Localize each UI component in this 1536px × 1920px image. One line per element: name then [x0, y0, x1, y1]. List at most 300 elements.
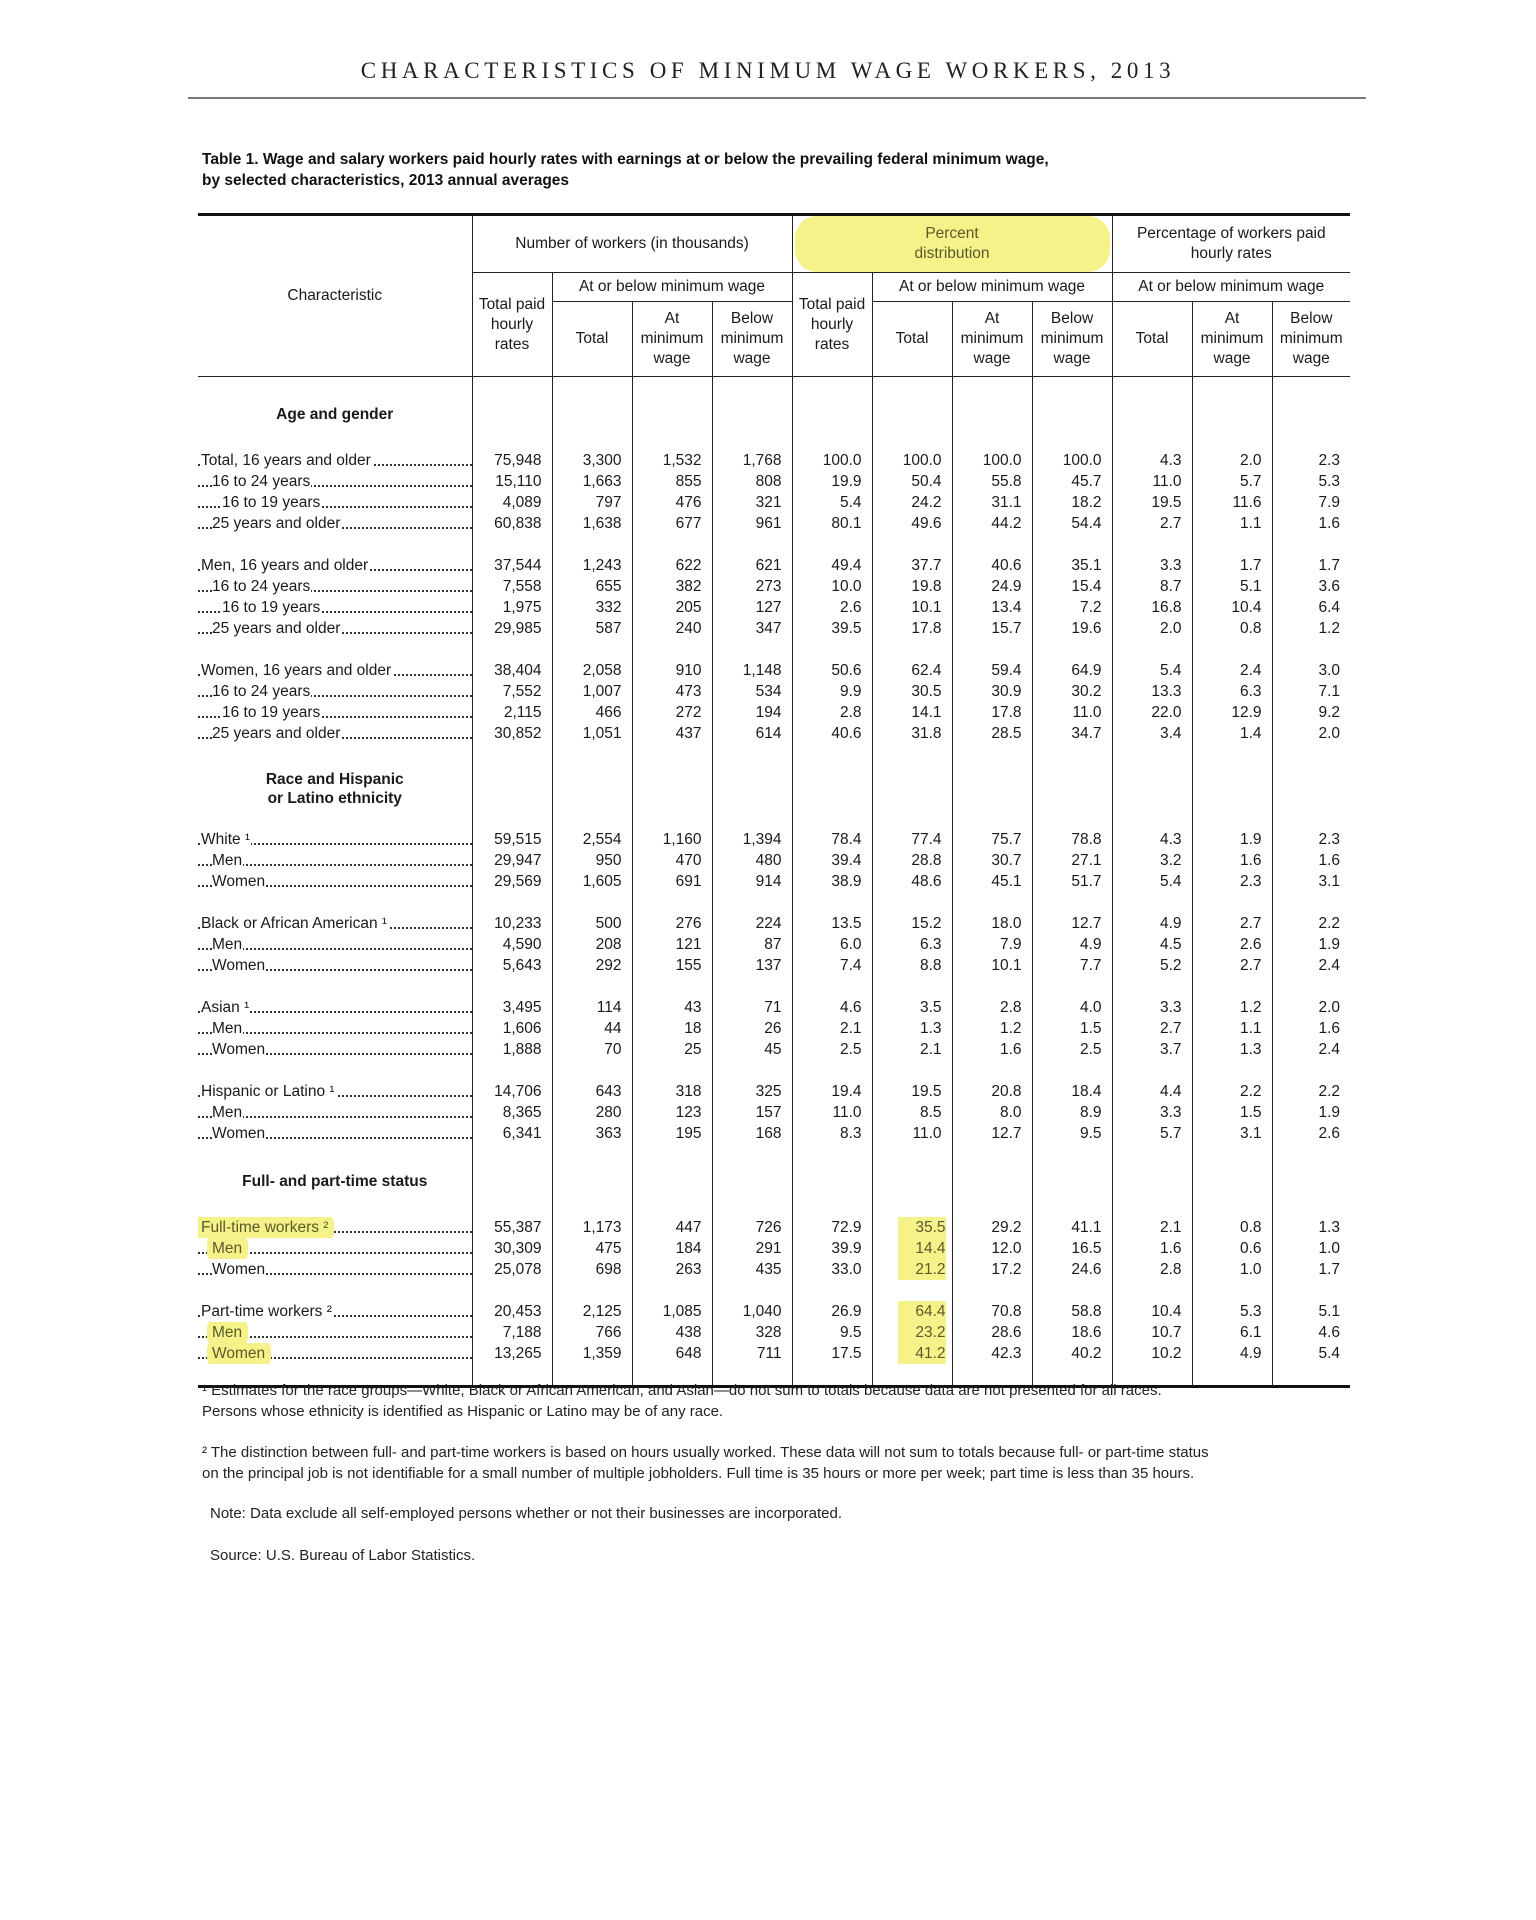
row-label-text: Women, 16 years and older [201, 662, 392, 679]
cell-value: 7.4 [792, 955, 872, 976]
spacer-cell [552, 399, 632, 429]
cell-value: 31.1 [952, 492, 1032, 513]
spacer-cell [1112, 744, 1192, 766]
cell-value: 466 [552, 702, 632, 723]
row-label [198, 492, 472, 513]
spacer-cell [792, 808, 872, 829]
table-row [198, 871, 1350, 892]
cell-value: 17.8 [872, 618, 952, 639]
cell-value: 49.6 [872, 513, 952, 534]
cell-value: 5.2 [1112, 955, 1192, 976]
spacer-cell [632, 1280, 712, 1301]
spacer-cell [872, 1280, 952, 1301]
spacer-row [198, 976, 1350, 997]
cell-value: 17.8 [952, 702, 1032, 723]
cell-value: 24.6 [1032, 1259, 1112, 1280]
row-label [198, 681, 472, 702]
spacer-cell [1272, 534, 1350, 555]
spacer-cell [1112, 976, 1192, 997]
cell-value: 711 [712, 1343, 792, 1364]
spacer-cell [198, 1060, 472, 1081]
spacer-cell [1032, 1280, 1112, 1301]
row-label-text: Total, 16 years and older [201, 452, 371, 469]
spacer-cell [1112, 1144, 1192, 1166]
cell-value: 1.7 [1272, 555, 1350, 576]
spacer-row [198, 429, 1350, 450]
cell-value: 6.1 [1192, 1322, 1272, 1343]
cell-value: 20.8 [952, 1081, 1032, 1102]
cell-value: 10.4 [1112, 1301, 1192, 1322]
cell-value: 808 [712, 471, 792, 492]
spacer-cell [792, 429, 872, 450]
row-label [198, 1018, 472, 1039]
cell-value: 797 [552, 492, 632, 513]
spacer-cell [552, 1060, 632, 1081]
cell-value: 7.1 [1272, 681, 1350, 702]
spacer-cell [1272, 639, 1350, 660]
cell-value: 12.0 [952, 1238, 1032, 1259]
table-row [198, 555, 1350, 576]
spacer-cell [952, 1060, 1032, 1081]
cell-value: 59,515 [472, 829, 552, 850]
row-label [198, 723, 472, 744]
cell-value: 45.7 [1032, 471, 1112, 492]
cell-value: 30.9 [952, 681, 1032, 702]
spacer-cell [952, 399, 1032, 429]
cell-value: 1.7 [1272, 1259, 1350, 1280]
cell-value: 2,554 [552, 829, 632, 850]
spacer-cell [1032, 1144, 1112, 1166]
cell-value: 114 [552, 997, 632, 1018]
table-row [198, 1322, 1350, 1343]
cell-value: 11.0 [1032, 702, 1112, 723]
cell-value: 15.2 [872, 913, 952, 934]
row-label [198, 1301, 472, 1322]
cell-value: 8.9 [1032, 1102, 1112, 1123]
cell-value: 14.1 [872, 702, 952, 723]
spacer-cell [712, 1166, 792, 1196]
header-percent-distribution [792, 215, 1112, 273]
spacer-cell [632, 1196, 712, 1217]
cell-value: 382 [632, 576, 712, 597]
spacer-cell [712, 1196, 792, 1217]
spacer-cell [712, 808, 792, 829]
row-label [198, 1217, 472, 1238]
table-row [198, 471, 1350, 492]
spacer-row [198, 892, 1350, 913]
spacer-cell [872, 1196, 952, 1217]
spacer-cell [632, 639, 712, 660]
cell-value: 7,558 [472, 576, 552, 597]
cell-value: 30.2 [1032, 681, 1112, 702]
cell-value: 14.4 [872, 1238, 952, 1259]
spacer-cell [632, 808, 712, 829]
row-label [198, 1238, 472, 1259]
spacer-cell [198, 808, 472, 829]
cell-value: 1,359 [552, 1343, 632, 1364]
spacer-cell [792, 534, 872, 555]
cell-value: 961 [712, 513, 792, 534]
section-title: Full- and part-time status [242, 1172, 428, 1190]
row-label [198, 955, 472, 976]
spacer-cell [1192, 766, 1272, 808]
header-total-paid-hourly: Total paid hourly rates [472, 273, 552, 377]
spacer-cell [1112, 399, 1192, 429]
row-label [198, 1039, 472, 1060]
cell-value: 39.4 [792, 850, 872, 871]
spacer-cell [1192, 377, 1272, 400]
cell-value: 621 [712, 555, 792, 576]
cell-value: 1.0 [1272, 1238, 1350, 1259]
cell-value: 950 [552, 850, 632, 871]
spacer-cell [1032, 1166, 1112, 1196]
cell-value: 12.9 [1192, 702, 1272, 723]
cell-value: 332 [552, 597, 632, 618]
row-label-text: Full-time workers ² [201, 1219, 329, 1236]
table-row [198, 1343, 1350, 1364]
spacer-cell [872, 534, 952, 555]
spacer-cell [792, 1166, 872, 1196]
cell-value: 1.3 [1272, 1217, 1350, 1238]
cell-value: 325 [712, 1081, 792, 1102]
spacer-cell [1112, 1196, 1192, 1217]
cell-value: 1.7 [1192, 555, 1272, 576]
cell-value: 30.5 [872, 681, 952, 702]
cell-value: 10.7 [1112, 1322, 1192, 1343]
cell-value: 7,552 [472, 681, 552, 702]
spacer-cell [552, 892, 632, 913]
cell-value: 1.2 [1272, 618, 1350, 639]
spacer-cell [712, 399, 792, 429]
cell-value: 35.5 [872, 1217, 952, 1238]
cell-value: 655 [552, 576, 632, 597]
table-row [198, 1081, 1350, 1102]
header-percentage-of-workers: Percentage of workers paid hourly rates [1112, 215, 1350, 273]
cell-value: 698 [552, 1259, 632, 1280]
cell-value: 35.1 [1032, 555, 1112, 576]
cell-value: 2.3 [1192, 871, 1272, 892]
cell-value: 168 [712, 1123, 792, 1144]
spacer-cell [872, 377, 952, 400]
cell-value: 25 [632, 1039, 712, 1060]
spacer-cell [1192, 976, 1272, 997]
cell-value: 18.2 [1032, 492, 1112, 513]
cell-value: 75.7 [952, 829, 1032, 850]
cell-value: 2.8 [1112, 1259, 1192, 1280]
cell-value: 2,115 [472, 702, 552, 723]
cell-value: 855 [632, 471, 712, 492]
cell-value: 208 [552, 934, 632, 955]
cell-value: 2.6 [1272, 1123, 1350, 1144]
footnote-1 [202, 1380, 1352, 1422]
spacer-cell [952, 377, 1032, 400]
cell-value: 44.2 [952, 513, 1032, 534]
cell-value: 1.3 [1192, 1039, 1272, 1060]
cell-value: 4.9 [1112, 913, 1192, 934]
cell-value: 13.5 [792, 913, 872, 934]
cell-value: 1,394 [712, 829, 792, 850]
row-label-text: Women [212, 1261, 266, 1278]
row-label-text: 25 years and older [212, 620, 341, 637]
spacer-cell [632, 766, 712, 808]
spacer-cell [1192, 892, 1272, 913]
cell-value: 2.8 [792, 702, 872, 723]
cell-value: 1,160 [632, 829, 712, 850]
row-label [198, 618, 472, 639]
spacer-cell [1032, 534, 1112, 555]
cell-value: 1.0 [1192, 1259, 1272, 1280]
header-below-minimum: Below minimum wage [712, 302, 792, 377]
spacer-cell [552, 744, 632, 766]
cell-value: 5,643 [472, 955, 552, 976]
row-label-text: Women [212, 1041, 266, 1058]
spacer-cell [552, 377, 632, 400]
cell-value: 78.4 [792, 829, 872, 850]
cell-value: 20,453 [472, 1301, 552, 1322]
cell-value: 10,233 [472, 913, 552, 934]
cell-value: 447 [632, 1217, 712, 1238]
cell-value: 263 [632, 1259, 712, 1280]
spacer-cell [472, 534, 552, 555]
cell-value: 40.2 [1032, 1343, 1112, 1364]
cell-value: 30,852 [472, 723, 552, 744]
spacer-cell [872, 1060, 952, 1081]
spacer-cell [472, 976, 552, 997]
row-label [198, 576, 472, 597]
cell-value: 1,605 [552, 871, 632, 892]
spacer-cell [952, 1166, 1032, 1196]
spacer-cell [712, 377, 792, 400]
spacer-cell [1192, 1060, 1272, 1081]
cell-value: 50.4 [872, 471, 952, 492]
cell-value: 5.1 [1272, 1301, 1350, 1322]
row-label [198, 850, 472, 871]
spacer-cell [1112, 639, 1192, 660]
header-total-paid-hourly: Total paid hourly rates [792, 273, 872, 377]
section-header-row [198, 766, 1350, 808]
section-header-row [198, 399, 1350, 429]
cell-value: 6.4 [1272, 597, 1350, 618]
cell-value: 9.5 [1032, 1123, 1112, 1144]
cell-value: 291 [712, 1238, 792, 1259]
cell-value: 1,975 [472, 597, 552, 618]
spacer-cell [952, 534, 1032, 555]
spacer-cell [1112, 534, 1192, 555]
cell-value: 3.1 [1272, 871, 1350, 892]
spacer-cell [472, 892, 552, 913]
row-label [198, 513, 472, 534]
spacer-cell [792, 639, 872, 660]
cell-value: 29,947 [472, 850, 552, 871]
spacer-cell [1192, 1196, 1272, 1217]
cell-value: 100.0 [952, 450, 1032, 471]
spacer-cell [1112, 892, 1192, 913]
cell-value: 13.4 [952, 597, 1032, 618]
row-label [198, 555, 472, 576]
table-row [198, 1238, 1350, 1259]
table-row [198, 997, 1350, 1018]
table-row [198, 955, 1350, 976]
cell-value: 3.0 [1272, 660, 1350, 681]
footnote-2-line-2: on the principal job is not identifiable for a small number of multiple jobholders. Full time is 35 hours or more per week; part time is less than 35 hours. [202, 1465, 1195, 1482]
cell-value: 9.2 [1272, 702, 1350, 723]
cell-value: 10.0 [792, 576, 872, 597]
cell-value: 11.0 [792, 1102, 872, 1123]
cell-value: 28.6 [952, 1322, 1032, 1343]
cell-value: 914 [712, 871, 792, 892]
cell-value: 157 [712, 1102, 792, 1123]
spacer-cell [1192, 399, 1272, 429]
row-label-text: Men, 16 years and older [201, 557, 369, 574]
cell-value: 62.4 [872, 660, 952, 681]
cell-value: 1.6 [1272, 1018, 1350, 1039]
cell-value: 24.2 [872, 492, 952, 513]
cell-value: 0.8 [1192, 1217, 1272, 1238]
spacer-cell [872, 766, 952, 808]
cell-value: 19.8 [872, 576, 952, 597]
row-label [198, 997, 472, 1018]
cell-value: 78.8 [1032, 829, 1112, 850]
table-row [198, 576, 1350, 597]
spacer-cell [1112, 1280, 1192, 1301]
row-label-text: Men [212, 1020, 243, 1037]
spacer-cell [472, 429, 552, 450]
spacer-cell [872, 1166, 952, 1196]
cell-value: 2.1 [872, 1039, 952, 1060]
cell-value: 7.7 [1032, 955, 1112, 976]
spacer-cell [952, 429, 1032, 450]
cell-value: 438 [632, 1322, 712, 1343]
cell-value: 205 [632, 597, 712, 618]
cell-value: 18.4 [1032, 1081, 1112, 1102]
cell-value: 43 [632, 997, 712, 1018]
spacer-row [198, 639, 1350, 660]
footnote-1-line-1: ¹ Estimates for the race groups—White, Black or African American, and Asian—do not sum to totals because data are not presented for all races. [202, 1382, 1162, 1399]
cell-value: 480 [712, 850, 792, 871]
spacer-cell [792, 892, 872, 913]
table-row [198, 618, 1350, 639]
spacer-cell [1112, 1166, 1192, 1196]
spacer-cell [952, 639, 1032, 660]
header-total: Total [552, 302, 632, 377]
spacer-cell [198, 1196, 472, 1217]
spacer-cell [872, 976, 952, 997]
cell-value: 8.7 [1112, 576, 1192, 597]
cell-value: 534 [712, 681, 792, 702]
cell-value: 1,085 [632, 1301, 712, 1322]
cell-value: 2.4 [1192, 660, 1272, 681]
cell-value: 2.7 [1112, 1018, 1192, 1039]
cell-value: 71 [712, 997, 792, 1018]
cell-value: 137 [712, 955, 792, 976]
cell-value: 470 [632, 850, 712, 871]
cell-value: 4.9 [1192, 1343, 1272, 1364]
spacer-cell [792, 399, 872, 429]
cell-value: 2.7 [1112, 513, 1192, 534]
row-label-text: Asian ¹ [201, 999, 250, 1016]
cell-value: 10.4 [1192, 597, 1272, 618]
table-row [198, 1018, 1350, 1039]
spacer-cell [872, 429, 952, 450]
row-label-text: Men [212, 1104, 243, 1121]
cell-value: 8.5 [872, 1102, 952, 1123]
cell-value: 55,387 [472, 1217, 552, 1238]
cell-value: 2.2 [1192, 1081, 1272, 1102]
spacer-cell [198, 976, 472, 997]
cell-value: 7.2 [1032, 597, 1112, 618]
table-row [198, 1217, 1350, 1238]
spacer-row [198, 534, 1350, 555]
spacer-cell [712, 534, 792, 555]
spacer-cell [552, 1144, 632, 1166]
cell-value: 19.5 [872, 1081, 952, 1102]
cell-value: 40.6 [792, 723, 872, 744]
spacer-cell [1032, 892, 1112, 913]
cell-value: 4.4 [1112, 1081, 1192, 1102]
cell-value: 29,569 [472, 871, 552, 892]
cell-value: 11.0 [1112, 471, 1192, 492]
cell-value: 437 [632, 723, 712, 744]
cell-value: 8,365 [472, 1102, 552, 1123]
spacer-cell [472, 744, 552, 766]
spacer-cell [952, 976, 1032, 997]
header-at-or-below: At or below minimum wage [552, 273, 792, 302]
cell-value: 726 [712, 1217, 792, 1238]
spacer-cell [472, 1060, 552, 1081]
cell-value: 5.7 [1192, 471, 1272, 492]
cell-value: 44 [552, 1018, 632, 1039]
table-row [198, 513, 1350, 534]
spacer-cell [792, 377, 872, 400]
spacer-cell [632, 1144, 712, 1166]
spacer-cell [792, 1144, 872, 1166]
spacer-cell [872, 639, 952, 660]
table-row [198, 934, 1350, 955]
row-label-text: Men [212, 1240, 243, 1257]
cell-value: 7.9 [952, 934, 1032, 955]
cell-value: 2.3 [1272, 450, 1350, 471]
cell-value: 75,948 [472, 450, 552, 471]
spacer-cell [1192, 744, 1272, 766]
cell-value: 1,606 [472, 1018, 552, 1039]
cell-value: 30,309 [472, 1238, 552, 1259]
cell-value: 100.0 [792, 450, 872, 471]
cell-value: 21.2 [872, 1259, 952, 1280]
cell-value: 194 [712, 702, 792, 723]
cell-value: 648 [632, 1343, 712, 1364]
cell-value: 37.7 [872, 555, 952, 576]
cell-value: 24.9 [952, 576, 1032, 597]
cell-value: 59.4 [952, 660, 1032, 681]
header-characteristic: Characteristic [198, 215, 472, 377]
cell-value: 2.5 [1032, 1039, 1112, 1060]
cell-value: 19.9 [792, 471, 872, 492]
cell-value: 3.2 [1112, 850, 1192, 871]
cell-value: 123 [632, 1102, 712, 1123]
row-label-text: Women [212, 1125, 266, 1142]
cell-value: 10.1 [872, 597, 952, 618]
spacer-cell [632, 399, 712, 429]
cell-value: 1.5 [1032, 1018, 1112, 1039]
table-row [198, 492, 1350, 513]
row-label [198, 1123, 472, 1144]
cell-value: 3.3 [1112, 997, 1192, 1018]
spacer-cell [552, 1196, 632, 1217]
table-row [198, 1123, 1350, 1144]
cell-value: 51.7 [1032, 871, 1112, 892]
cell-value: 9.5 [792, 1322, 872, 1343]
cell-value: 292 [552, 955, 632, 976]
